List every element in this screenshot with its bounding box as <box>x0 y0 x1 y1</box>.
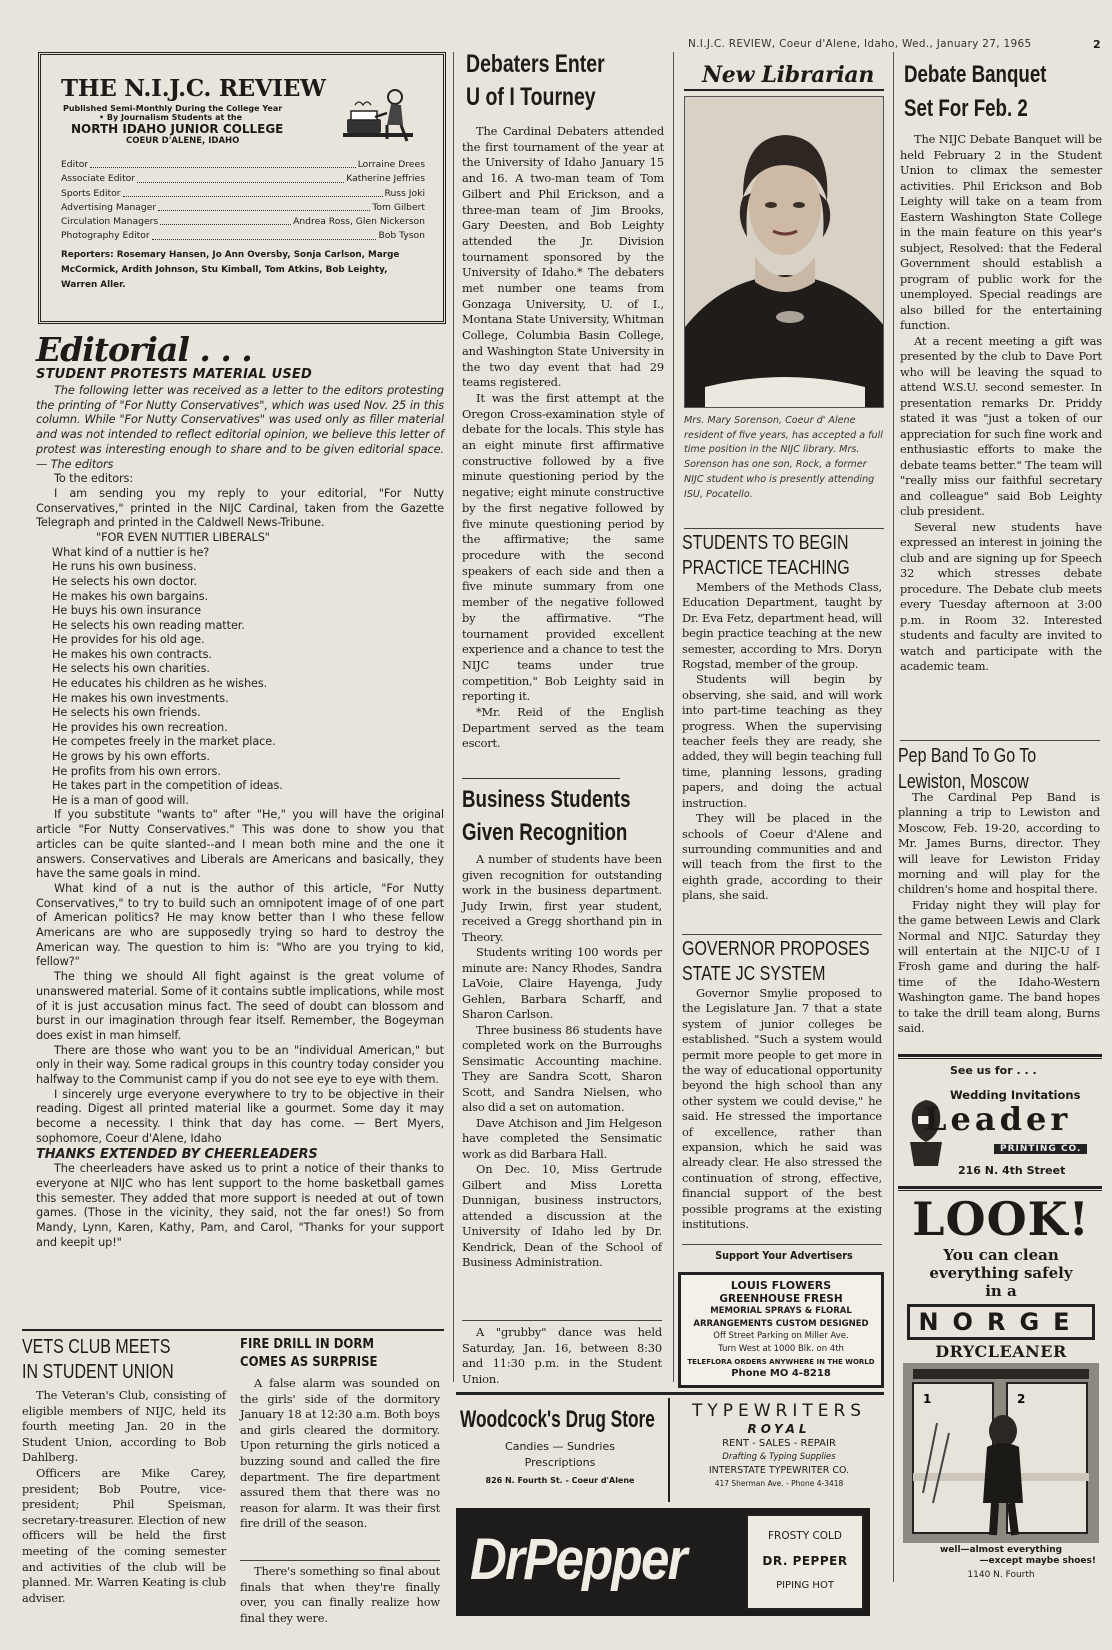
governor-headline <box>682 937 917 987</box>
debaters-body <box>462 124 664 752</box>
editorial-paragraph: The cheerleaders have asked us to print a notice of their thanks to everyone at NIJC who has lent support to the home basketball games this semester. They added that more support is needed at out of town games. (Those in the vicinity, they said, not the far ones!) So from Mandy, Lynn, Karen, Kathy, Pam, and Carol, "Thanks for your support and keepit up!" <box>36 1162 444 1249</box>
typewriters-line: ROYAL <box>747 1422 811 1436</box>
poem-line: He is a man of good will. <box>52 793 189 807</box>
editorial-head-1: STUDENT PROTESTS MATERIAL USED <box>36 367 312 382</box>
drycleaner-illustration <box>903 1363 1099 1543</box>
poem-line: He takes part in the competition of ideas. <box>52 779 283 793</box>
staff-row: Sports Editor Russ Joki <box>61 187 425 199</box>
masthead-box <box>38 52 446 324</box>
teaching-headline-1: STUDENTS TO BEGIN <box>682 532 849 554</box>
norge-brand: NORGE <box>907 1304 1095 1340</box>
page-number: 2 <box>1093 38 1101 51</box>
staff-row: Circulation Managers Andrea Ross, Glen Nickerson <box>61 216 425 228</box>
louis-flowers-ad[interactable] <box>678 1272 884 1388</box>
ad-line: Phone MO 4-8218 <box>731 1368 831 1380</box>
debaters-paragraph: It was the first attempt at the Oregon Cross-examination style of debate for the locals. This style has an eight minute first affirmative constructive followed by a five minute questioning period by the negative; eight minute constructive by the first negative followed by five minute questioning period by the affirmative; the same procedure with the second speakers of each side and then a five minute summary from one member of the negative followed by the affirmative. "The tournament provided excellent experience and a chance to test the NIJC teams under true competition," Bob Leighty said in reporting it. <box>462 390 664 704</box>
leader-ad-rule <box>898 1054 1102 1059</box>
vets-headline-1: VETS CLUB MEETS <box>22 1336 171 1358</box>
banquet-rule <box>900 740 1100 741</box>
drpepper-line: FROSTY COLD <box>768 1530 842 1542</box>
teaching-paragraph: Members of the Methods Class, Education Department, taught by Dr. Eva Fetz, department head, will begin practice teaching at the new semester, according to Mrs. Doryn Rogstad, member of the group. <box>682 580 882 672</box>
debaters-headline-1: Debaters Enter <box>466 50 605 78</box>
typewriters-line: RENT - SALES - REPAIR <box>722 1438 836 1449</box>
fire-headline-1: FIRE DRILL IN DORM <box>240 1337 375 1352</box>
teaching-paragraph: Students will begin by observing, she said, and will work into part-time teaching as they progress. When the supervising teacher feels they are ready, she added, they will begin teaching full time, planning lessons, grading papers, and doing the actual instruction. <box>682 672 882 810</box>
business-rule <box>462 1320 662 1321</box>
leader-see: See us for . . . <box>950 1064 1037 1077</box>
poem-line: He competes freely in the market place. <box>52 735 276 749</box>
editorial-body <box>36 384 444 1251</box>
typewriters-line: 417 Sherman Ave. - Phone 4-3418 <box>714 1479 844 1488</box>
woodcock-name: Woodcock's Drug Store <box>460 1406 655 1433</box>
debaters-headline-2: U of I Tourney <box>466 83 596 111</box>
ad-line: ARRANGEMENTS CUSTOM DESIGNED <box>693 1318 869 1329</box>
pepband-headline-2: Lewiston, Moscow <box>898 771 1029 793</box>
fire-headline-2: COMES AS SURPRISE <box>240 1355 378 1370</box>
editorial-intro: The following letter was received as a letter to the editors protesting the printing of "For Nutty Conservatives", which was used Nov. 25 in this column. While "For Nutty Conservatives" was used only as filler material and was not intended to reflect editorial opinion, we believe this letter of protest was interesting enough to share and to be given editorial space. — The editors <box>36 384 444 471</box>
pepband-headline-1: Pep Band To Go To <box>898 745 1037 767</box>
banquet-body <box>900 132 1102 675</box>
banquet-headline-2: Set For Feb. 2 <box>904 95 1028 122</box>
teaching-paragraph: They will be placed in the schools of Coeur d'Alene and surrounding communities and and will teach from the first to the eighth grade, according to their plans, she said. <box>682 811 882 903</box>
governor-paragraph: Governor Smylie proposed to the Legislature Jan. 7 that a state system of junior colleges be established. "Such a system would permit more people to get more in the way of educational opportunity beyond the high school than any other system we could devise," he said. He stressed the importance of excellence, rather than expansion, which he said was already clear. He also stressed the continuation of strong, effective, financial support of the best possible programs at the existing institutions. <box>682 986 882 1232</box>
drpepper-ad[interactable] <box>456 1508 870 1616</box>
fire-headline <box>240 1336 393 1372</box>
banquet-headline-1: Debate Banquet <box>904 61 1047 88</box>
poem-line: He selects his own friends. <box>52 706 201 720</box>
staff-row: Editor Lorraine Drees <box>61 159 425 170</box>
typist-icon <box>341 85 417 149</box>
poem-title: "FOR EVEN NUTTIER LIBERALS" <box>96 531 270 545</box>
pepband-paragraph: The Cardinal Pep Band is planning a trip to Lewiston and Moscow, Feb. 19-20, according to Mr. James Burns, director. They will leave for Lewiston Friday morning and will play for the children's home and hospital there. <box>898 790 1100 897</box>
editorial-paragraph: What kind of a nut is the author of this article, "For Nutty Conservatives," to try to build such an omnipotent image of of one part of American politics? He may know better than I who these fellow Americans are who are supposedly trying so hard to destroy the American way. The question to him is: "Who are you trying to kid, fellow?" <box>36 881 444 969</box>
governor-headline-2: STATE JC SYSTEM <box>682 963 826 985</box>
business-body <box>462 852 662 1271</box>
norge-line2: everything safely <box>929 1264 1073 1282</box>
pepband-paragraph: Friday night they will play for the game between Lewis and Clark Normal and NIJC. Saturday they will entertain at the NIJC-U of I Frosh game and during the half-time of the Idaho-Western Washington game. The band hopes to take the drill team along, Burns said. <box>898 897 1100 1036</box>
caption-rule <box>684 528 884 529</box>
poem-line: He selects his own reading matter. <box>52 618 245 632</box>
woodcock-line: 826 N. Fourth St. - Coeur d'Alene <box>485 1476 635 1485</box>
leader-wedding: Wedding Invitations <box>950 1088 1081 1102</box>
ad-line: Turn West at 1000 Blk. on 4th <box>718 1343 844 1354</box>
business-paragraph: On Dec. 10, Miss Gertrude Gilbert and Miss Loretta Dunnigan, business instructors, attended a discussion at the University of Idaho led by Dr. Kendrick, Dean of the School of Business Administration. <box>462 1162 662 1269</box>
fire-filler <box>240 1564 440 1626</box>
editorial-paragraph: If you substitute "wants to" after "He," you will have the original article "For Nutty Conservatives." This was done to show you that articles can be quite slanted--and I mean both mine and the one it answers. Conservatives and Liberals are Americans and basically, they have the same goals in mind. <box>36 808 444 881</box>
section-rule <box>22 1329 444 1331</box>
typewriters-line: INTERSTATE TYPEWRITER CO. <box>708 1465 850 1476</box>
poem-line: He selects his own doctor. <box>52 574 197 588</box>
ad-divider <box>668 1398 670 1502</box>
editorial-label: Editorial . . . <box>36 330 252 369</box>
governor-headline-1: GOVERNOR PROPOSES <box>682 938 870 960</box>
ad-rule <box>456 1392 884 1395</box>
teaching-headline-2: PRACTICE TEACHING <box>682 557 850 579</box>
pepband-headline <box>898 743 1071 795</box>
norge-line1: You can clean <box>943 1246 1059 1264</box>
teaching-body <box>682 580 882 904</box>
vets-headline-2: IN STUDENT UNION <box>22 1361 174 1383</box>
debaters-paragraph: The Cardinal Debaters attended the first tournament of the year at the University of Idaho January 15 and 16. A two-man team of Tom Gilbert and Phil Erickson, and a three-man team of Jim Brooks, Gary Deesten, and Bob Leighty attended the Jr. Division tournament sponsored by the University of Idaho.* The debaters met number one teams from Gonzaga University, U. of I., Montana State University, Whitman College, Columbia Basin College, and Washington State University in the two day event that had 29 teams registered. <box>462 124 664 390</box>
ad-line: GREENHOUSE FRESH <box>719 1292 843 1305</box>
ad-line: Off Street Parking on Miller Ave. <box>713 1331 849 1342</box>
poem-line: What kind of a nuttier is he? <box>52 545 210 559</box>
poem-line: He educates his children as he wishes. <box>52 677 268 691</box>
norge-address: 1140 N. Fourth <box>967 1570 1035 1580</box>
staff-row: Photography Editor Bob Tyson <box>61 230 425 242</box>
editorial-paragraph: There are those who want you to be an "individual American," but only in their way. Some radical groups in this country today consider you halfway to the Communist camp if you do not see eye to eye with them. <box>36 1043 444 1087</box>
norge-line3: in a <box>985 1282 1017 1300</box>
poem <box>36 546 444 809</box>
editorial-paragraph: I sincerely urge everyone everywhere to try to be objective in their reading. Digest all printed material like a gourmet. Some day it may become a necessity. I think that day has come. — Bert Myers, sophomore, Coeur d'Alene, Idaho <box>36 1087 444 1145</box>
support-advertisers: Support Your Advertisers <box>715 1250 853 1262</box>
poem-line: He selects his own charities. <box>52 662 210 676</box>
banquet-paragraph: Several new students have expressed an interest in joining the club and are signing up for Speech 32 which stresses debate procedure. The Debate club meets every Tuesday afternoon at 3:00 p.m. in Room 32. Interested students and faculty are invited to watch and participate with the academic team. <box>900 519 1102 673</box>
typewriters-ad[interactable] <box>674 1400 884 1490</box>
fire-paragraph: There's something so final about finals that when they're finally over, you can finally realize how final they were. <box>240 1564 440 1625</box>
business-headline-1: Business Students <box>462 786 631 813</box>
norge-tag1: well—almost everything <box>939 1545 1063 1555</box>
business-paragraph: A "grubby" dance was held Saturday, Jan. 16, between 8:30 and 11:30 p.m. in the Student Union. <box>462 1325 662 1386</box>
business-paragraph: A number of students have been given recognition for outstanding work in the business department. Judy Irwin, first year student, received a Gregg shorthand pin in Theory. <box>462 852 662 944</box>
leader-ad[interactable] <box>902 1084 1102 1184</box>
leader-name: Leader <box>924 1100 1072 1138</box>
debaters-paragraph: *Mr. Reid of the English Department served as the team escort. <box>462 705 664 751</box>
drpepper-line: DR. PEPPER <box>762 1554 848 1568</box>
editorial-head-2: THANKS EXTENDED BY CHEERLEADERS <box>36 1146 318 1162</box>
section-rule <box>684 89 884 91</box>
woodcock-ad[interactable] <box>458 1404 662 1500</box>
ad-line: TELEFLORA ORDERS ANYWHERE IN THE WORLD <box>687 1357 875 1366</box>
section-rule <box>462 778 620 779</box>
column-divider <box>453 52 454 1382</box>
editorial-salute: To the editors: <box>54 472 134 486</box>
masthead-line2: • By Journalism Students at the <box>99 113 243 122</box>
portrait-image <box>685 97 884 408</box>
fire-rule <box>240 1560 440 1561</box>
drpepper-panel <box>746 1514 864 1610</box>
teaching-rule <box>682 934 882 935</box>
banquet-paragraph: The NIJC Debate Banquet will be held February 2 in the Student Union to climax the semester activities. Phil Erickson and Bob Leighty will take on a team from Eastern Washington State College in the main feature on this year's subject, Resolved: that the Federal Government should establish a program of public work for the unemployed. Special readings are also billed for the entertaining function. <box>900 132 1102 332</box>
governor-body <box>682 986 882 1233</box>
masthead-school: NORTH IDAHO JUNIOR COLLEGE <box>71 122 284 136</box>
debaters-headline <box>466 48 644 114</box>
masthead-city: COEUR D'ALENE, IDAHO <box>126 136 240 146</box>
teaching-headline <box>682 531 892 581</box>
poem-line: He makes his own contracts. <box>52 647 212 661</box>
business-paragraph: Students writing 100 words per minute are: Nancy Rhodes, Sandra LaVoie, Claire Hayenga, Judy Gehlen, Barbara Scharff, and Sharon Carlson. <box>462 945 662 1021</box>
staff-row: Advertising Manager Tom Gilbert <box>61 201 425 213</box>
norge-look: LOOK! <box>912 1192 1090 1246</box>
poem-line: He provides his own recreation. <box>52 720 228 734</box>
poem-line: He profits from his own errors. <box>52 764 221 778</box>
svg-text:2: 2 <box>1017 1392 1026 1406</box>
business-paragraph: Three business 86 students have completed work on the Burroughs Sensimatic Accounting machine. They are Sandra Scott, Sharon Scott, and Sandra Nielsen, who also did a set on automation. <box>462 1022 662 1114</box>
business-paragraph: Dave Atchison and Jim Helgeson have completed the Sensimatic work as did Barbara Hall. <box>462 1115 662 1161</box>
business-headline-2: Given Recognition <box>462 819 628 846</box>
librarian-photo <box>684 96 884 408</box>
masthead-line1: Published Semi-Monthly During the College Year <box>63 104 283 113</box>
running-head: N.I.J.C. REVIEW, Coeur d'Alene, Idaho, Wed., January 27, 1965 <box>688 38 1032 50</box>
column-divider <box>673 52 674 1382</box>
ad-line: MEMORIAL SPRAYS & FLORAL <box>710 1306 852 1317</box>
fire-paragraph: A false alarm was sounded on the girls' side of the dormitory January 18 at 12:30 a.m. Both boys and girls cleared the dormitory. Upon returning the girls noticed a buzzing sound and called the fire department. The fire department assured them that there was no reason for alarm. It was their first fire drill of the season. <box>240 1376 440 1531</box>
poem-line: He grows by his own efforts. <box>52 750 210 764</box>
librarian-headline: New Librarian <box>702 62 875 88</box>
librarian-caption: Mrs. Mary Sorenson, Coeur d' Alene resident of five years, has accepted a full time position in the NIJC library. Mrs. Sorenson has one son, Rock, a former NIJC student who is presently attending ISU, Pocatello. <box>684 415 883 500</box>
vets-paragraph: Officers are Mike Carey, president; Bob Poutre, vice-president; Phil Speisman, secretary-treasurer. Election of new officers will be held the first meeting of the coming semester and activities of the club will be planned. Mr. Warren Keating is club adviser. <box>22 1465 226 1605</box>
editorial-paragraph: The thing we should All fight against is the great volume of unanswered material. Some of it contains subtle implications, while most of it is just accusation minus fact. The seed of doubt can blossom and burst in our imagination through fear itself. Remember, the Bogeyman does exist in man himself. <box>36 970 444 1042</box>
masthead-title: THE N.I.J.C. REVIEW <box>61 75 326 102</box>
staff-list <box>61 158 425 293</box>
business-filler <box>462 1325 662 1387</box>
typewriters-title: TYPEWRITERS <box>691 1401 867 1421</box>
norge-tag2: —except maybe shoes! <box>979 1556 1096 1566</box>
poem-line: He makes his own bargains. <box>52 589 209 603</box>
vets-body <box>22 1388 226 1606</box>
column-divider <box>893 52 894 1582</box>
leader-ad-rule <box>898 1186 1102 1191</box>
norge-drycleaner: DRYCLEANER <box>935 1342 1067 1361</box>
poem-line: He makes his own investments. <box>52 691 229 705</box>
woodcock-line: Prescriptions <box>524 1456 596 1469</box>
typewriters-line: Drafting & Typing Supplies <box>722 1452 836 1462</box>
pepband-body <box>898 790 1100 1037</box>
ad-line: LOUIS FLOWERS <box>730 1279 832 1292</box>
drpepper-line: PIPING HOT <box>776 1580 834 1591</box>
poem-line: He provides for his old age. <box>52 633 205 647</box>
woodcock-line: Candies — Sundries <box>505 1440 615 1453</box>
vets-headline <box>22 1335 212 1385</box>
poem-line: He buys his own insurance <box>52 604 201 618</box>
poem-line: He runs his own business. <box>52 560 197 574</box>
editorial-paragraph: I am sending you my reply to your editorial, "For Nutty Conservatives," printed in the NIJC Cardinal, taken from the Gazette Telegraph and printed in the Caldwell News-Tribune. <box>36 486 444 530</box>
banquet-headline <box>904 58 1087 126</box>
reporters: Reporters: Rosemary Hansen, Jo Ann Oversby, Sonja Carlson, Marge McCormick, Ardith Johnson, Stu Kimball, Tom Atkins, Bob Leighty, Warren Aller. <box>61 249 400 290</box>
fire-body <box>240 1376 440 1532</box>
norge-ad[interactable] <box>900 1194 1102 1616</box>
business-headline <box>462 783 678 849</box>
leader-printing: PRINTING CO. <box>994 1144 1087 1154</box>
governor-rule <box>682 1244 882 1245</box>
drpepper-logo: DrPepper <box>470 1527 686 1592</box>
vets-paragraph: The Veteran's Club, consisting of eligible members of NIJC, held its fourth meeting Jan. 20 in the Student Union, according to Bob Dahlberg. <box>22 1388 226 1465</box>
svg-text:1: 1 <box>923 1392 932 1406</box>
leader-address: 216 N. 4th Street <box>958 1164 1066 1177</box>
banquet-paragraph: At a recent meeting a gift was presented by the club to Dave Port who will be leaving the squad to attend W.S.U. second semester. In presentation remarks Dr. Priddy stated it was "just a token of our appreciation for such fine work and enthusiastic efforts to make the debate teams better." The team will "really miss our faithful secretary and colleague" said Bob Leighty club president. <box>900 333 1102 518</box>
staff-row: Associate Editor Katherine Jeffries <box>61 173 425 185</box>
